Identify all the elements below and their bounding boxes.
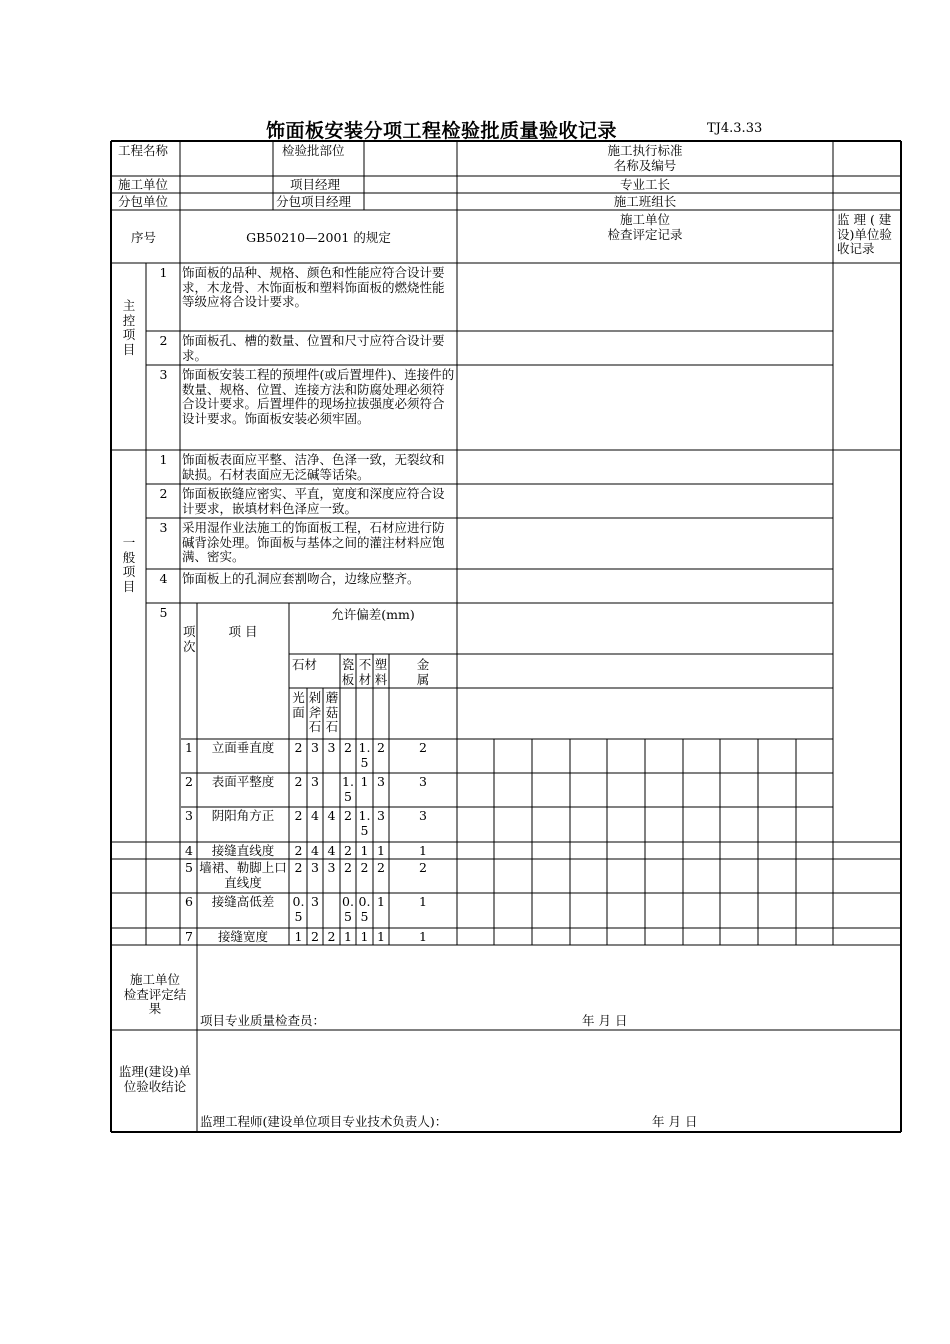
deviation-value: 1 — [419, 894, 427, 909]
deviation-value: 1 — [360, 929, 369, 944]
main-item-no: 2 — [159, 333, 168, 348]
deviation-value: 2 — [294, 740, 303, 755]
main-item-text: 饰面板安装工程的预埋件(或后置埋件)、连接件的数量、规格、位置、连接方法和防腐处理必须符合设计要求。后置埋件的现场拉拔强度必须符合设计要求。饰面板安装必须牢固。 — [182, 367, 455, 426]
deviation-value: 3 — [311, 860, 319, 875]
deviation-value: 1 — [360, 774, 369, 789]
main-item-text: 饰面板孔、槽的数量、位置和尺寸应符合设计要求。 — [182, 333, 445, 363]
polished-header: 光 面 — [292, 690, 305, 720]
deviation-value: 3 — [311, 774, 319, 789]
deviation-value: 3 — [419, 774, 427, 789]
main-item-no: 1 — [159, 265, 168, 280]
deviation-value: 3 — [311, 740, 319, 755]
deviation-value: 2 — [294, 860, 303, 875]
deviation-row-index: 2 — [185, 774, 193, 789]
general-item-text: 饰面板上的孔洞应套割吻合，边缘应整齐。 — [182, 571, 420, 586]
deviation-value: 2 — [311, 929, 319, 944]
deviation-value: 0. 5 — [358, 894, 371, 924]
deviation-item-no: 5 — [159, 605, 168, 620]
deviation-value: 4 — [311, 843, 319, 858]
allowed-deviation-header: 允许偏差(mm) — [331, 607, 415, 622]
deviation-value: 2 — [419, 740, 427, 755]
deviation-value: 1 — [377, 843, 385, 858]
deviation-value: 2 — [294, 843, 303, 858]
deviation-value: 3 — [377, 774, 385, 789]
deviation-value: 1 — [360, 843, 369, 858]
ceramic-header: 瓷 板 — [341, 657, 355, 687]
general-items-label: 一 般 项 目 — [122, 535, 136, 594]
spec-header: GB50210—2001 的规定 — [246, 230, 391, 245]
deviation-row-name: 墙裙、勒脚上口直线度 — [199, 860, 287, 890]
deviation-value: 3 — [327, 740, 336, 755]
deviation-row-name: 阴阳角方正 — [211, 808, 275, 823]
inspection-date: 年 月 日 — [582, 1013, 628, 1028]
main-item-no: 3 — [159, 367, 168, 382]
deviation-row-name: 接缝高低差 — [211, 894, 275, 909]
metal-header: 金 属 — [416, 657, 430, 687]
supervisor-conclusion-label: 监理(建设)单 位验收结论 — [118, 1064, 192, 1094]
deviation-value: 3 — [377, 808, 385, 823]
deviation-value: 0. 5 — [342, 894, 354, 924]
deviation-value: 3 — [419, 808, 427, 823]
deviation-value: 2 — [327, 929, 336, 944]
form-code: TJ4.3.33 — [707, 121, 763, 136]
deviation-row-name: 接缝直线度 — [211, 843, 275, 858]
general-item-no: 4 — [159, 571, 168, 586]
standard-label: 施工执行标准 名称及编号 — [607, 143, 683, 173]
deviation-value: 2 — [377, 860, 385, 875]
page-title: 饰面板安装分项工程检验批质量验收记录 — [266, 120, 618, 142]
deviation-value: 2 — [360, 860, 369, 875]
deviation-row-index: 1 — [185, 740, 193, 755]
subcontractor-label: 分包单位 — [118, 194, 169, 209]
deviation-value: 1. 5 — [342, 774, 354, 804]
deviation-value: 1. 5 — [358, 808, 371, 838]
deviation-value: 2 — [344, 808, 352, 823]
project-manager-label: 项目经理 — [290, 177, 341, 192]
deviation-row-name: 立面垂直度 — [211, 740, 275, 755]
contractor-check-header: 施工单位 检查评定记录 — [607, 212, 683, 242]
general-item-no: 1 — [159, 452, 168, 467]
general-item-no: 2 — [159, 486, 168, 501]
mushroom-header: 蘑 菇 石 — [325, 690, 339, 734]
stone-header: 石材 — [292, 657, 318, 672]
axed-header: 剁 斧 石 — [308, 690, 322, 734]
deviation-value: 4 — [327, 808, 336, 823]
index-header: 项 次 — [183, 624, 196, 654]
engineer-label: 监理工程师(建设单位项目专业技术负责人)： — [200, 1114, 448, 1129]
deviation-row-index: 5 — [185, 860, 193, 875]
deviation-row-name: 表面平整度 — [211, 774, 275, 789]
general-item-text: 饰面板表面应平整、洁净、色泽一致，无裂纹和缺损。石材表面应无泛碱等话染。 — [182, 452, 445, 482]
wood-header: 不 材 — [358, 657, 372, 687]
deviation-row-index: 3 — [185, 808, 193, 823]
deviation-value: 2 — [294, 774, 303, 789]
deviation-value: 2 — [377, 740, 385, 755]
deviation-value: 1 — [377, 929, 385, 944]
acceptance-date: 年 月 日 — [652, 1114, 698, 1129]
main-items-label: 主 控 项 目 — [122, 298, 136, 357]
deviation-value: 1. 5 — [358, 740, 371, 770]
deviation-value: 2 — [344, 740, 352, 755]
deviation-value: 4 — [311, 808, 319, 823]
general-item-text: 饰面板嵌缝应密实、平直，宽度和深度应符合设计要求，嵌填材料色泽应一致。 — [182, 486, 445, 516]
general-item-no: 3 — [159, 520, 168, 535]
deviation-value: 1 — [344, 929, 352, 944]
deviation-value: 4 — [327, 843, 336, 858]
project-name-label: 工程名称 — [118, 143, 169, 158]
main-item-text: 饰面板的品种、规格、颜色和性能应符合设计要求，木龙骨、木饰面板和塑料饰面板的燃烧性能等级应将合设计要求。 — [182, 265, 445, 309]
deviation-value: 1 — [419, 843, 427, 858]
contractor-label: 施工单位 — [118, 177, 169, 192]
deviation-value: 1 — [294, 929, 303, 944]
item-header: 项 目 — [228, 624, 258, 639]
deviation-value: 3 — [327, 860, 336, 875]
deviation-value: 2 — [419, 860, 427, 875]
sub-manager-label: 分包项目经理 — [276, 194, 352, 209]
deviation-row-index: 7 — [185, 929, 193, 944]
deviation-value: 3 — [311, 894, 319, 909]
deviation-row-index: 4 — [185, 843, 193, 858]
deviation-value: 1 — [419, 929, 427, 944]
inspector-label: 项目专业质量检查员： — [200, 1013, 326, 1028]
deviation-value: 0. 5 — [292, 894, 305, 924]
seq-header: 序号 — [131, 230, 157, 245]
deviation-value: 2 — [344, 860, 352, 875]
deviation-row-name: 接缝宽度 — [217, 929, 268, 944]
deviation-value: 2 — [294, 808, 303, 823]
plastic-header: 塑 料 — [374, 657, 388, 687]
general-item-text: 采用湿作业法施工的饰面板工程，石材应进行防碱背涂处理。饰面板与基体之间的灌注材料应饱满、密实。 — [182, 520, 445, 564]
deviation-value: 2 — [344, 843, 352, 858]
deviation-value: 1 — [377, 894, 385, 909]
supervisor-header: 监 理 ( 建 设)单位验 收记录 — [837, 212, 892, 256]
team-leader-label: 施工班组长 — [613, 194, 677, 209]
deviation-row-index: 6 — [185, 894, 193, 909]
inspection-part-label: 检验批部位 — [282, 143, 345, 158]
contractor-result-label: 施工单位 检查评定结 果 — [123, 972, 187, 1016]
foreman-label: 专业工长 — [619, 177, 670, 192]
